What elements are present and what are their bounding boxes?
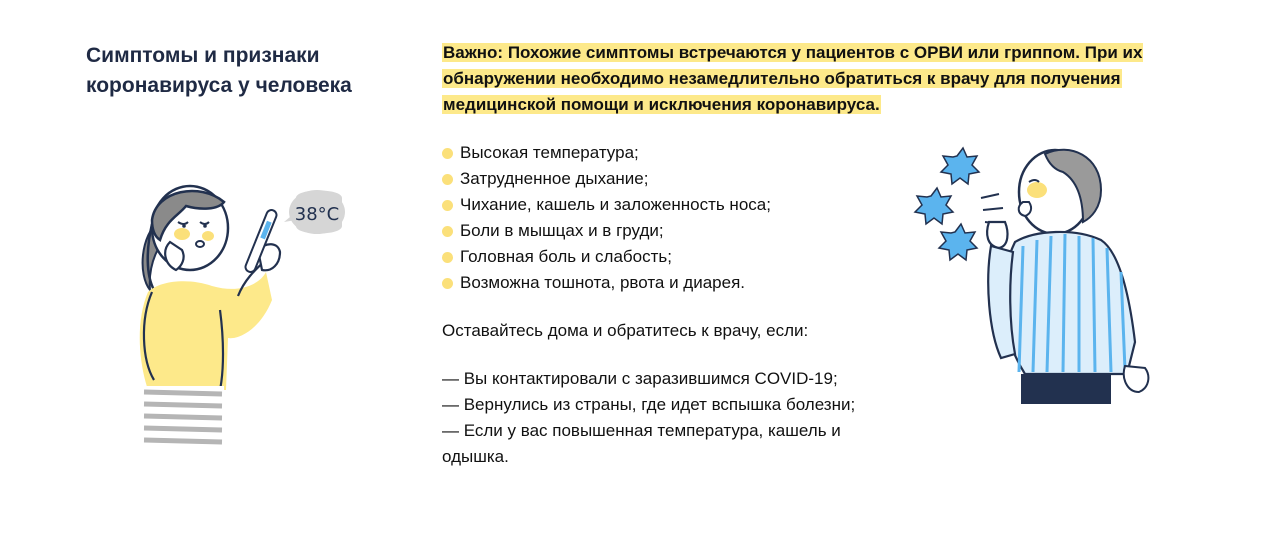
content-column <box>442 40 1182 470</box>
symptom-text: Возможна тошнота, рвота и диарея. <box>460 273 746 292</box>
list-item <box>442 140 1182 166</box>
list-item <box>442 218 1182 244</box>
symptom-text: Чихание, кашель и заложенность носа; <box>460 195 771 214</box>
list-item <box>442 244 1182 270</box>
conditions-list <box>442 366 902 470</box>
condition-item: — Если у вас повышенная температура, кашель и одышка. <box>442 421 841 466</box>
page-title-line2: коронавируса у человека <box>86 74 352 97</box>
symptom-text: Головная боль и слабость; <box>460 247 672 266</box>
bullet-icon <box>442 226 453 237</box>
page-title-line1: Симптомы и признаки <box>86 44 320 67</box>
list-item <box>442 192 1182 218</box>
symptom-text: Затрудненное дыхание; <box>460 169 649 188</box>
bullet-icon <box>442 200 453 211</box>
bullet-icon <box>442 252 453 263</box>
stay-home-text: Оставайтесь дома и обратитесь к врачу, если: <box>442 321 809 340</box>
bullet-icon <box>442 148 453 159</box>
important-notice-text: Важно: Похожие симптомы встречаются у пациентов с ОРВИ или гриппом. При их обнаружении необходимо незамедлительно обратиться к врачу для получения медицинской помощи и исключения коронавируса. <box>443 43 1143 114</box>
symptoms-list <box>442 140 1182 296</box>
list-item <box>442 270 1182 296</box>
bullet-icon <box>442 278 453 289</box>
condition-item: — Вернулись из страны, где идет вспышка болезни; <box>442 395 856 414</box>
condition-item: — Вы контактировали с заразившимся COVID-19; <box>442 369 838 388</box>
bullet-icon <box>442 174 453 185</box>
temperature-bubble-text: 38°C <box>294 204 340 225</box>
symptom-text: Боли в мышцах и в груди; <box>460 221 664 240</box>
list-item <box>442 166 1182 192</box>
important-notice <box>442 40 1182 118</box>
symptom-text: Высокая температура; <box>460 143 639 162</box>
woman-with-thermometer-illustration <box>120 180 360 455</box>
page-title <box>86 41 406 101</box>
